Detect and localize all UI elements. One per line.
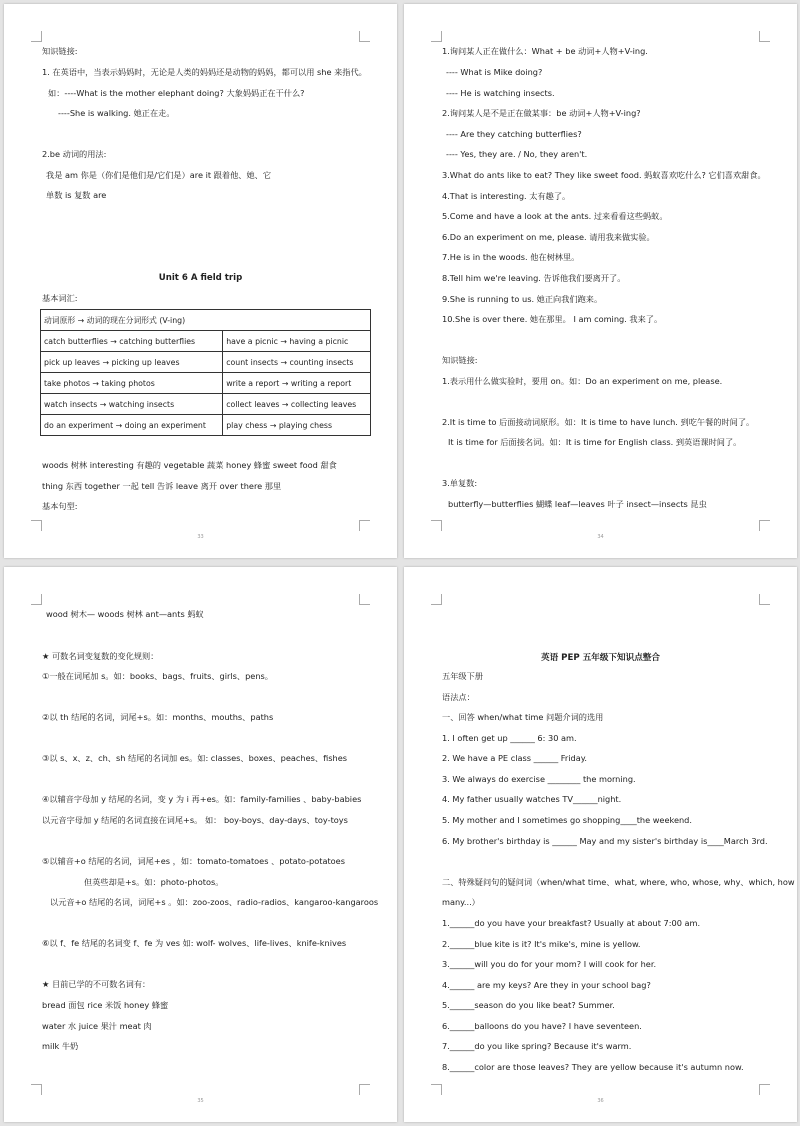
text-line: 二、特殊疑问句的疑问词（when/what time、what, where, who, whose, why、which, how [442, 877, 795, 887]
text-line: ⑥以 f、fe 结尾的名词变 f、fe 为 ves 如: wolf- wolves、life-lives、knife-knives [42, 938, 347, 948]
text-line: 单数 is 复数 are [46, 190, 107, 200]
text-line: 如：----What is the mother elephant doing? 大象妈妈正在干什么? [48, 88, 305, 98]
text-line: 6. My brother's birthday is ______ May and my sister's birthday is____March 3rd. [442, 836, 768, 846]
page-corner-mark [431, 520, 442, 531]
text-line: ④以辅音字母加 y 结尾的名词，变 y 为 i 再+es。如：family-families 、baby-babies [42, 794, 362, 804]
text-line: 4.That is interesting. 太有趣了。 [442, 191, 571, 201]
unit-title: Unit 6 A field trip [158, 273, 243, 283]
text-line: ---- He is watching insects. [446, 88, 555, 98]
text-line: 2.______blue kite is it? It's mike's, mine is yellow. [442, 939, 641, 949]
table-row [41, 373, 371, 394]
text-line: ---- Yes, they are. / No, they aren't. [446, 149, 588, 159]
table-cell: pick up leaves → picking up leaves [41, 352, 223, 373]
text-line: 基本句型: [42, 501, 78, 511]
page-number: 33 [197, 534, 204, 540]
text-line: 2.It is time to 后面接动词原形。如：It is time to have lunch. 到吃午餐的时间了。 [442, 417, 755, 427]
page-corner-mark [759, 520, 770, 531]
text-line: ①一般在词尾加 s。如：books、bags、fruits、girls、pens。 [42, 671, 273, 681]
page-number: 34 [597, 534, 604, 540]
page-33 [4, 4, 397, 558]
text-line: 5.______season do you like beat? Summer. [442, 1000, 615, 1010]
text-line: woods 树林 interesting 有趣的 vegetable 蔬菜 honey 蜂蜜 sweet food 甜食 [42, 460, 337, 470]
text-line: 但英些却是+s。如：photo-photos。 [84, 877, 224, 887]
text-line: 2.be 动词的用法: [42, 149, 107, 159]
text-line: bread 面包 rice 米饭 honey 蜂蜜 [42, 1000, 169, 1010]
page-34 [404, 4, 797, 558]
vocab-table [40, 309, 371, 436]
page-corner-mark [31, 1084, 42, 1095]
page-35 [4, 567, 397, 1122]
text-line: 一、回答 when/what time 问题介词的选用 [442, 712, 604, 722]
table-cell: watch insects → watching insects [41, 394, 223, 415]
text-line: milk 牛奶 [42, 1041, 79, 1051]
text-line: 五年级下册 [442, 671, 483, 681]
table-cell: count insects → counting insects [223, 352, 371, 373]
text-line: 7.He is in the woods. 他在树林里。 [442, 252, 580, 262]
text-line: 1. 在英语中，当表示妈妈时，无论是人类的妈妈还是动物的妈妈，都可以用 she 来指代。 [42, 67, 367, 77]
page-corner-mark [759, 1084, 770, 1095]
text-line: ★ 目前已学的不可数名词有： [42, 979, 151, 989]
text-line: 以元音字母加 y 结尾的名词直接在词尾+s。 如： boy-boys、day-days、toy-toys [42, 815, 348, 825]
text-line: 3.______will you do for your mom? I will cook for her. [442, 959, 657, 969]
text-line: 5. My mother and I sometimes go shopping____the weekend. [442, 815, 692, 825]
table-row [41, 310, 371, 331]
text-line: ----She is walking. 她正在走。 [58, 108, 175, 118]
text-line: 6.Do an experiment on me, please. 请用我来做实验。 [442, 232, 655, 242]
page-corner-mark [359, 520, 370, 531]
text-line: 4. My father usually watches TV______night. [442, 794, 622, 804]
page-number: 35 [197, 1098, 204, 1104]
page-title: 英语 PEP 五年级下知识点整合 [541, 653, 660, 663]
table-row [41, 394, 371, 415]
text-line: 9.She is running to us. 她正向我们跑来。 [442, 294, 603, 304]
text-line: 4.______ are my keys? Are they in your school bag? [442, 980, 651, 990]
text-line: 8.______color are those leaves? They are yellow because it's autumn now. [442, 1062, 744, 1072]
text-line: 2. We have a PE class ______ Friday. [442, 753, 588, 763]
text-line: 1. I often get up ______ 6: 30 am. [442, 733, 577, 743]
text-line: 8.Tell him we're leaving. 告诉他我们要离开了。 [442, 273, 626, 283]
table-cell: do an experiment → doing an experiment [41, 415, 223, 436]
text-line: 知识链接: [42, 46, 78, 56]
page-corner-mark [431, 31, 442, 42]
page-corner-mark [31, 31, 42, 42]
text-line: ②以 th 结尾的名词，词尾+s。如：months、mouths、paths [42, 712, 274, 722]
text-line: many...） [442, 897, 480, 907]
page-corner-mark [759, 31, 770, 42]
text-line: ★ 可数名词变复数的变化规则： [42, 651, 159, 661]
table-cell: have a picnic → having a picnic [223, 331, 371, 352]
page-36 [404, 567, 797, 1122]
table-cell: play chess → playing chess [223, 415, 371, 436]
text-line: 1.______do you have your breakfast? Usually at about 7:00 am. [442, 918, 701, 928]
text-line: ⑤以辅音+o 结尾的名词，词尾+es ，如：tomato-tomatoes 、potato-potatoes [42, 856, 345, 866]
page-corner-mark [759, 594, 770, 605]
text-line: 2.询问某人是不是正在做某事：be 动词+人物+V-ing? [442, 108, 641, 118]
text-line: 我是 am 你是（你们是他们是/它们是）are it 跟着他、她、它 [46, 170, 272, 180]
text-line: 基本词汇: [42, 293, 78, 303]
text-line: 7.______do you like spring? Because it's warm. [442, 1041, 632, 1051]
table-header-cell: 动词原形 → 动词的现在分词形式 (V-ing) [41, 310, 371, 331]
page-corner-mark [359, 31, 370, 42]
table-cell: catch butterflies → catching butterflies [41, 331, 223, 352]
text-line: butterfly—butterflies 蝴蝶 leaf—leaves 叶子 insect—insects 昆虫 [448, 499, 707, 509]
table-row [41, 415, 371, 436]
table-cell: write a report → writing a report [223, 373, 371, 394]
text-line: 3. We always do exercise ________ the morning. [442, 774, 636, 784]
text-line: 3.单复数: [442, 478, 478, 488]
page-corner-mark [431, 1084, 442, 1095]
text-line: It is time for 后面接名词。如：It is time for English class. 到英语课时间了。 [448, 437, 742, 447]
page-corner-mark [31, 520, 42, 531]
text-line: ---- Are they catching butterflies? [446, 129, 582, 139]
table-row [41, 331, 371, 352]
text-line: 语法点： [442, 692, 475, 702]
text-line: 1.询问某人正在做什么：What + be 动词+人物+V-ing. [442, 46, 648, 56]
text-line: 3.What do ants like to eat? They like sweet food. 蚂蚁喜欢吃什么? 它们喜欢甜食。 [442, 170, 766, 180]
table-cell: collect leaves → collecting leaves [223, 394, 371, 415]
text-line: 6.______balloons do you have? I have seventeen. [442, 1021, 642, 1031]
page-corner-mark [431, 594, 442, 605]
page-corner-mark [31, 594, 42, 605]
text-line: 知识链接: [442, 355, 478, 365]
text-line: 5.Come and have a look at the ants. 过来看看这些蚂蚁。 [442, 211, 668, 221]
text-line: ③以 s、x、z、ch、sh 结尾的名词加 es。如: classes、boxes、peaches、fishes [42, 753, 348, 763]
text-line: water 水 juice 果汁 meat 肉 [42, 1021, 152, 1031]
page-corner-mark [359, 594, 370, 605]
text-line: 以元音+o 结尾的名词，词尾+s 。如：zoo-zoos、radio-radios、kangaroo-kangaroos [50, 897, 379, 907]
text-line: 1.表示用什么做实验时，要用 on。如：Do an experiment on me, please. [442, 376, 723, 386]
text-line: ---- What is Mike doing? [446, 67, 543, 77]
page-number: 36 [597, 1098, 604, 1104]
table-row [41, 352, 371, 373]
table-cell: take photos → taking photos [41, 373, 223, 394]
text-line: wood 树木— woods 树林 ant—ants 蚂蚁 [46, 609, 204, 619]
text-line: 10.She is over there. 她在那里。 I am coming. 我来了。 [442, 314, 663, 324]
page-corner-mark [359, 1084, 370, 1095]
text-line: thing 东西 together 一起 tell 告诉 leave 离开 over there 那里 [42, 481, 282, 491]
